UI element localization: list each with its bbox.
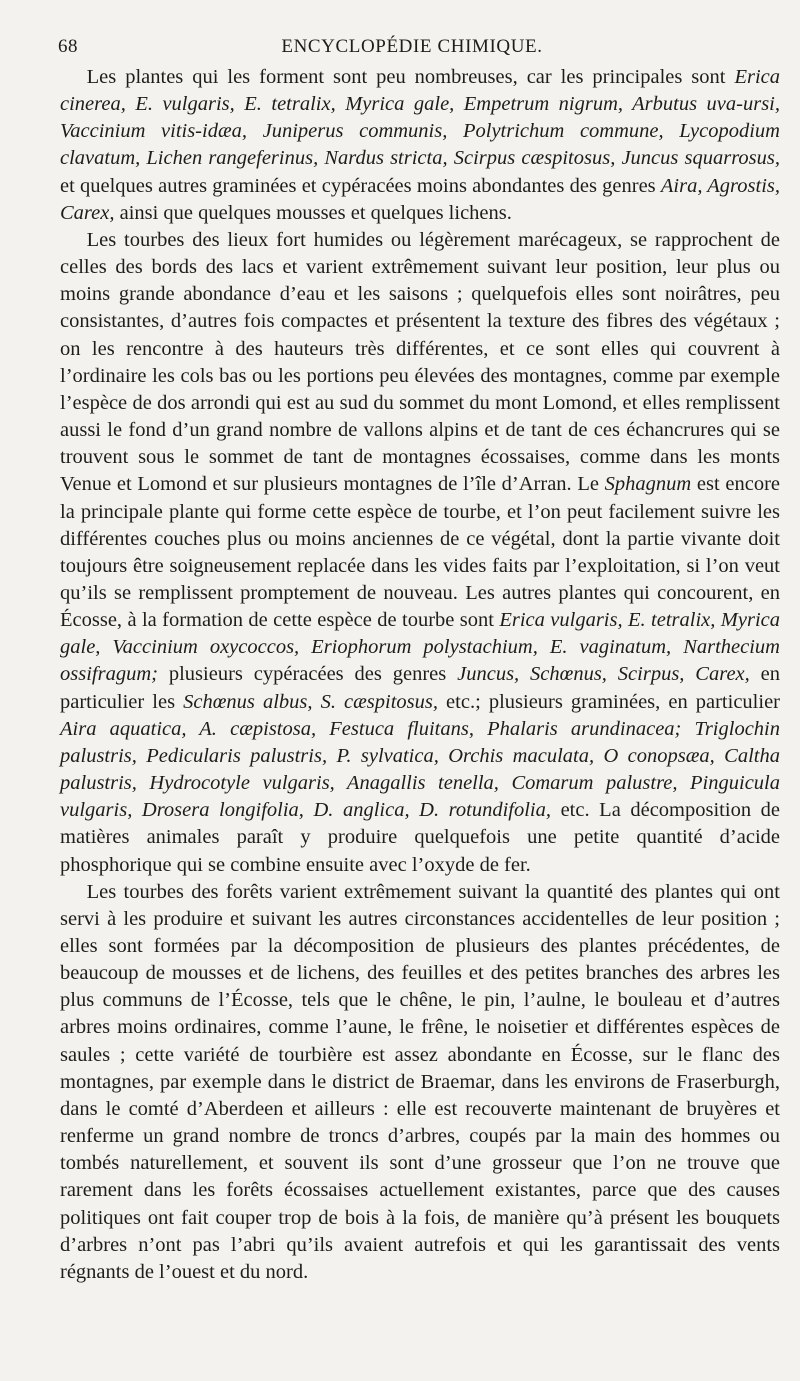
text-run: Les tourbes des forêts varient extrêmement suivant la quantité des plantes qui ont servi à les produire et suivant les autres circonstances accidentelles de leur position ; elles sont formées par la décomposition de plusieurs des plantes précédentes, de beaucoup de mousses et de lichens, des feuilles et des petites branches des arbres les plus communs de l’Écosse, tels que le chêne, le pin, l’aulne, le bouleau et d’autres arbres moins ordinaires, comme l’aune, le frêne, le noisetier et différentes espèces de saules ; cette variété de tourbière est assez abondante en Écosse, sur le flanc des montagnes, par exemple dans le district de Braemar, dans les environs de Fraserburgh, dans le comté d’Aberdeen et ailleurs : elle est recouverte maintenant de bruyères et renferme un grand nombre de troncs d’arbres, coupés par la main des hommes ou tombés naturellement, et souvent ils sont d’une grosseur que l’on ne trouve que rarement dans les forêts écossaises actuellement existantes, parce que des causes politiques ont fait couper trop de bois à la fois, de manière qu’à présent les bouquets d’arbres n’ont pas l’abri qu’ils avaient autrefois et qui les garantissait des vents régnants de l’ouest et du nord.	[60, 880, 780, 1283]
italic-run: Erica cinerea, E. vulgaris, E. tetralix, Myrica gale, Empetrum nigrum, Arbutus uva-ursi, Vaccinium vitis-idæa, Juniperus communis, Polytrichum commune, Lycopodium clavatum, Lichen rangeferinus, Nardus stricta, Scirpus cæspitosus, Juncus squarrosus,	[60, 66, 780, 170]
text-run: Les tourbes des lieux fort humides ou légèrement marécageux, se rapprochent de celles des bords des lacs et varient extrêmement suivant leur position, leur plus ou moins grande abondance d’eau et les saisons ; quelquefois elles sont noirâtres, peu consistantes, d’autres fois compactes et présentent la texture des fibres des végétaux ; on les rencontre à des hauteurs très différentes, et ce sont elles qui couvrent à l’ordinaire les cols bas ou les portions peu élevées des montagnes, comme par exemple l’espèce de dos arrondi qui est au sud du sommet du mont Lomond, et elles remplissent aussi le fond d’un grand nombre de vallons alpins et de tant de ces échancrures qui se trouvent sous le sommet de tant de montagnes écossaises, comme dans les monts Venue et Lomond et sur plusieurs montagnes de l’île d’Arran. Le	[60, 228, 780, 496]
running-head: ENCYCLOPÉDIE CHIMIQUE.	[281, 36, 543, 57]
text-run: etc.; plusieurs graminées, en particulier	[437, 690, 780, 713]
italic-run: Erica vulgaris, E. tetralix, Myrica gale, Vaccinium oxycoccos, Eriophorum polystachium, E. vaginatum, Narthecium ossifragum;	[60, 609, 780, 686]
text-run: etc. La décomposition de matières animales paraît y produire quelquefois une petite quantité d’acide phosphorique qui se combine ensuite avec l’oxyde de fer.	[60, 799, 780, 876]
italic-run: Sphagnum	[604, 473, 692, 496]
italic-run: Schœnus albus, S. cæspitosus,	[183, 690, 438, 713]
paragraph	[60, 879, 780, 1286]
text-run: ainsi que quelques mousses et quelques lichens.	[114, 201, 512, 224]
text-run: et quelques autres graminées et cypéracées moins abondantes des genres	[60, 174, 661, 197]
text-run: en particulier les	[60, 663, 781, 713]
italic-run: Aira, Agrostis, Carex,	[60, 174, 781, 224]
body-text	[60, 64, 780, 1286]
text-run: plusieurs cypéracées des genres	[157, 663, 458, 686]
text-run: est encore la principale plante qui forme cette espèce de tourbe, et l’on peut facilement suivre les différentes couches plus ou moins anciennes de ce végétal, dont la partie vivante doit toujours être soigneusement replacée dans les vides faits par l’exploitation, si l’on veut qu’ils se remplissent promptement de nouveau. Les autres plantes qui concourent, en Écosse, à la formation de cette espèce de tourbe sont	[60, 473, 780, 632]
italic-run: Aira aquatica, A. cæpistosa, Festuca fluitans, Phalaris arundinacea; Triglochin palustris, Pedicularis palustris, P. sylvatica, Orchis maculata, O conopsæa, Caltha palustris, Hydrocotyle vulgaris, Anagallis tenella, Comarum palustre, Pinguicula vulgaris, Drosera longifolia, D. anglica, D. rotundifolia,	[60, 717, 780, 822]
text-run: Les plantes qui les forment sont peu nombreuses, car les principales sont	[86, 66, 735, 88]
page-number: 68	[58, 36, 78, 57]
page-header	[58, 36, 766, 66]
italic-run: Juncus, Schœnus, Scirpus, Carex,	[457, 663, 750, 686]
paragraph	[60, 64, 780, 227]
paragraph	[60, 227, 780, 879]
